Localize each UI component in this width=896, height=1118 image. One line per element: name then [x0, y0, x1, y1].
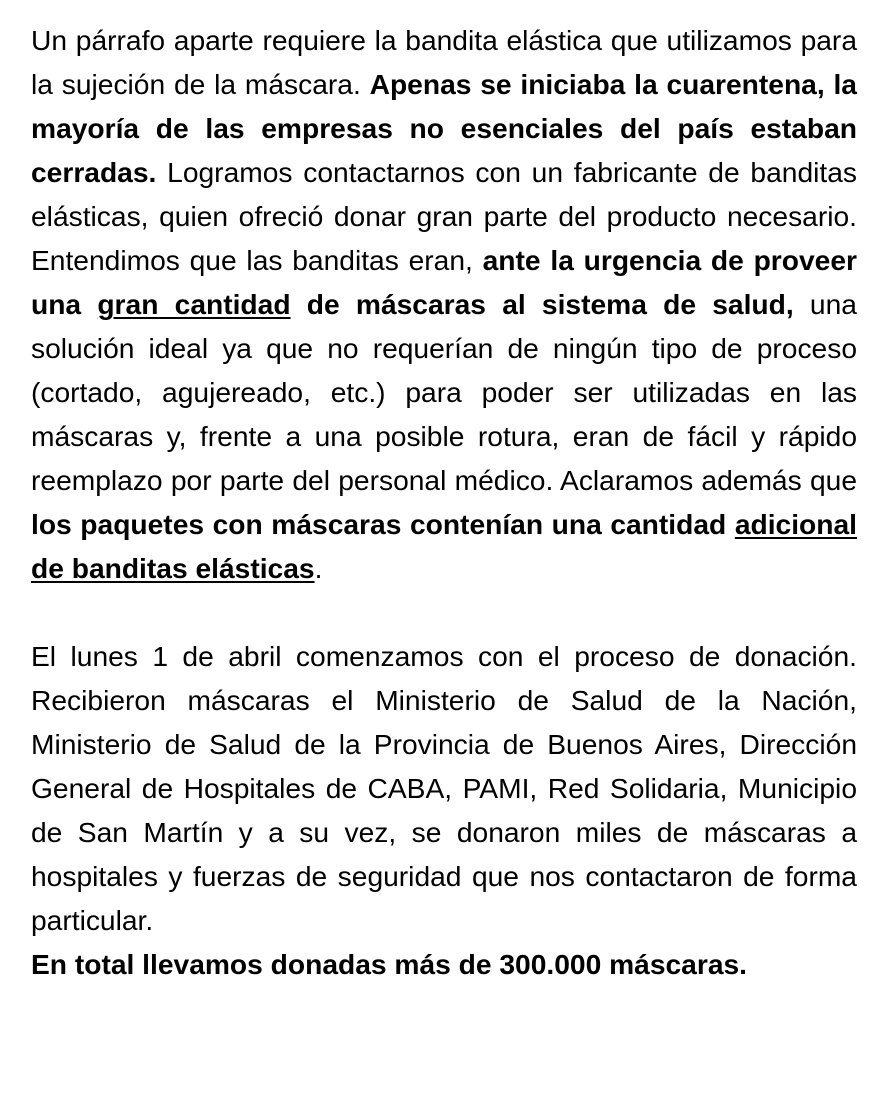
p1-sentence-manufacturer: Logramos contactarnos con un fabricante de banditas elásticas, quien ofreció donar gran parte del producto necesario. Entendimos que las banditas eran, — [31, 156, 858, 276]
p1-sentence-solution: una solución ideal ya que no requerían de ningún tipo de proceso (cortado, agujereado, etc.) para poder ser utilizadas en las máscaras y, frente a una posible rotura, eran de fácil y rápido reemplazo por parte del personal médico. Aclaramos además que — [31, 288, 857, 496]
paragraph-total-donated — [31, 942, 857, 986]
closing-bold-total: En total llevamos donadas más de 300.000 máscaras. — [31, 948, 748, 980]
p1-bold-urgency-b: de máscaras al sistema de salud, — [306, 288, 794, 320]
p1-underline-large-quantity: gran cantidad — [97, 288, 291, 320]
p1-underline-additional-bands: adicional de banditas elásticas — [31, 508, 857, 584]
document-body — [31, 18, 857, 986]
paragraph-elastic-band — [31, 18, 857, 590]
p1-period: . — [314, 552, 323, 584]
paragraph-spacer — [31, 590, 857, 634]
p2-text: El lunes 1 de abril comenzamos con el proceso de donación. Recibieron máscaras el Ministerio de Salud de la Nación, Ministerio de Salud de la Provincia de Buenos Aires, Dirección General de Hospitales de CABA, PAMI, Red Solidaria, Municipio de San Martín y a su vez, se donaron miles de máscaras a hospitales y fuerzas de seguridad que nos contactaron de forma particular. — [31, 640, 857, 936]
p1-bold-packages-text: los paquetes con máscaras contenían una cantidad — [31, 508, 727, 540]
p1-bold-packages — [31, 508, 857, 584]
p1-bold-quarantine: Apenas se iniciaba la cuarentena, la mayoría de las empresas no esenciales del país estaban cerradas. — [31, 68, 857, 188]
paragraph-donation-process — [31, 634, 857, 942]
p1-sentence-intro: Un párrafo aparte requiere la bandita elástica que utilizamos para la sujeción de la máscara. — [31, 24, 857, 100]
p1-bold-urgency-a: ante la urgencia de proveer una — [31, 244, 857, 320]
